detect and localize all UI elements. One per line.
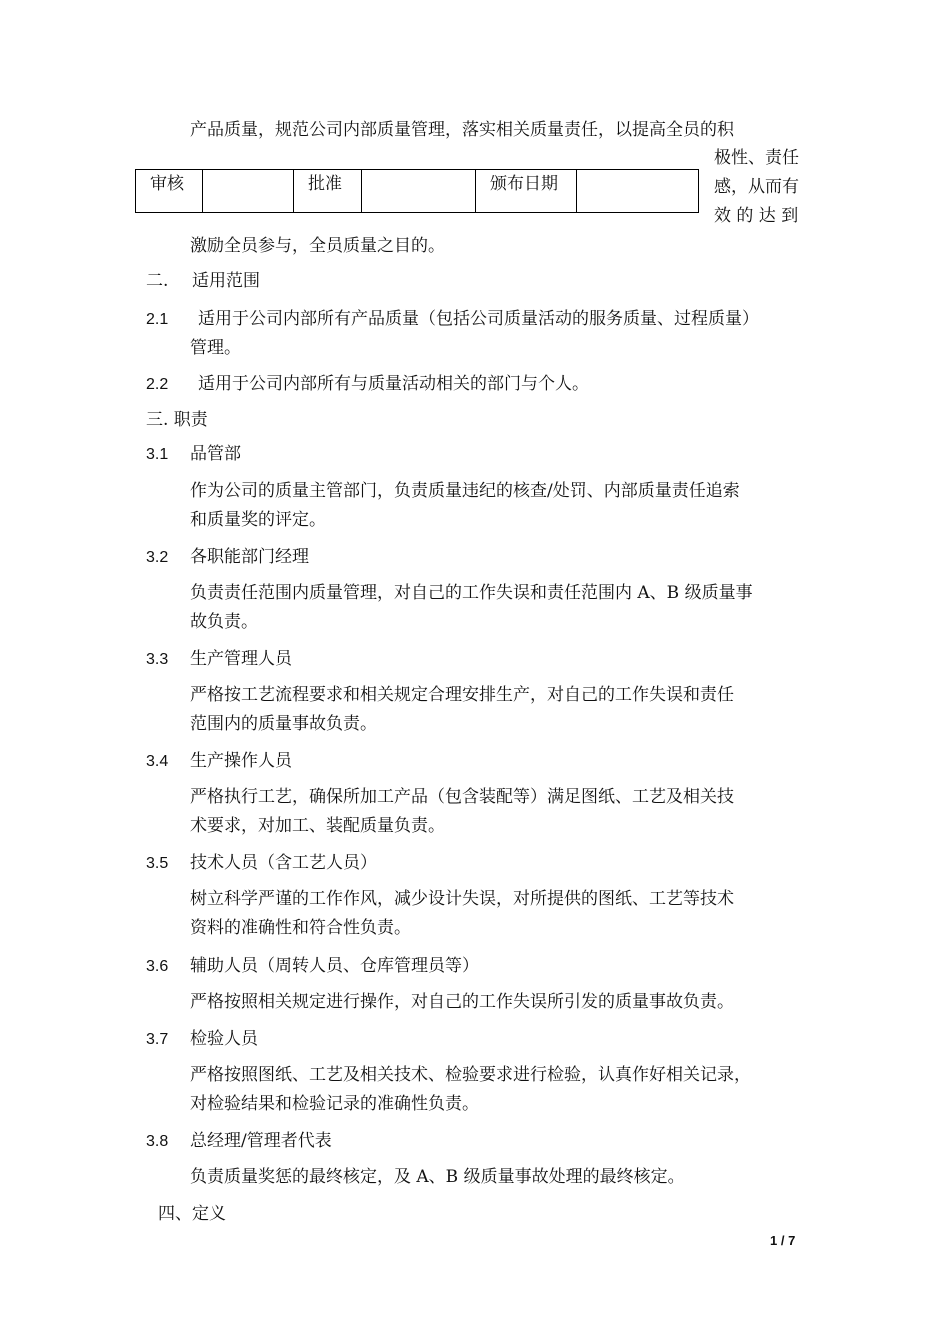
duty-description: 严格按照图纸、工艺及相关技术、检验要求进行检验，认真作好相关记录， bbox=[190, 1065, 751, 1085]
intro-wrap-1: 极性、责任 bbox=[714, 148, 799, 168]
duty-description-cont: 术要求，对加工、装配质量负责。 bbox=[190, 816, 445, 836]
duty-description-cont: 故负责。 bbox=[190, 612, 258, 632]
approval-table bbox=[135, 169, 699, 213]
duty-title: 品管部 bbox=[190, 444, 241, 464]
duty-title: 生产管理人员 bbox=[190, 649, 292, 669]
page-number: 1 / 7 bbox=[770, 1233, 796, 1248]
duty-number: 3.8 bbox=[146, 1133, 169, 1150]
duty-number: 3.5 bbox=[146, 855, 169, 872]
intro-wrap-3: 效 的 达 到 bbox=[714, 206, 799, 226]
duty-description-cont: 范围内的质量事故负责。 bbox=[190, 714, 377, 734]
scope-item-text: 适用于公司内部所有与质量活动相关的部门与个人。 bbox=[198, 374, 589, 394]
date-label-cell: 颁布日期 bbox=[476, 170, 577, 213]
duty-number: 3.6 bbox=[146, 958, 169, 975]
scope-heading: 适用范围 bbox=[192, 271, 260, 291]
intro-wrap-2: 感，从而有 bbox=[714, 177, 799, 197]
duty-description: 严格按照相关规定进行操作，对自己的工作失误所引发的质量事故负责。 bbox=[190, 992, 734, 1012]
duties-heading: 三. 职责 bbox=[146, 410, 208, 430]
duty-description-cont: 对检验结果和检验记录的准确性负责。 bbox=[190, 1094, 479, 1114]
duty-number: 3.7 bbox=[146, 1031, 169, 1048]
duty-number: 3.2 bbox=[146, 549, 169, 566]
review-label-cell: 审核 bbox=[136, 170, 203, 213]
scope-item-number: 2.1 bbox=[146, 311, 169, 328]
duty-description: 严格执行工艺，确保所加工产品（包含装配等）满足图纸、工艺及相关技 bbox=[190, 787, 734, 807]
approve-value-cell bbox=[362, 170, 476, 213]
duty-title: 各职能部门经理 bbox=[190, 547, 309, 567]
scope-item-number: 2.2 bbox=[146, 376, 169, 393]
intro-line-2: 激励全员参与，全员质量之目的。 bbox=[190, 236, 445, 256]
duty-description: 负责责任范围内质量管理，对自己的工作失误和责任范围内 A、B 级质量事 bbox=[190, 583, 753, 603]
duty-description-cont: 和质量奖的评定。 bbox=[190, 510, 326, 530]
scope-heading-number: 二. bbox=[146, 271, 169, 291]
duty-number: 3.1 bbox=[146, 446, 169, 463]
duty-title: 总经理/管理者代表 bbox=[190, 1131, 332, 1151]
duty-description: 树立科学严谨的工作作风，减少设计失误，对所提供的图纸、工艺等技术 bbox=[190, 889, 734, 909]
duty-number: 3.3 bbox=[146, 651, 169, 668]
duty-title: 技术人员（含工艺人员） bbox=[190, 853, 377, 873]
approve-label-cell: 批准 bbox=[294, 170, 362, 213]
scope-item-text: 适用于公司内部所有产品质量（包括公司质量活动的服务质量、过程质量） bbox=[198, 309, 759, 329]
duty-description: 负责质量奖惩的最终核定，及 A、B 级质量事故处理的最终核定。 bbox=[190, 1167, 685, 1187]
duty-description: 作为公司的质量主管部门，负责质量违纪的核查/处罚、内部质量责任追索 bbox=[190, 481, 740, 501]
duty-description: 严格按工艺流程要求和相关规定合理安排生产，对自己的工作失误和责任 bbox=[190, 685, 734, 705]
scope-item-text-cont: 管理。 bbox=[190, 338, 241, 358]
review-value-cell bbox=[203, 170, 294, 213]
intro-line-1: 产品质量，规范公司内部质量管理，落实相关质量责任，以提高全员的积 bbox=[190, 120, 734, 140]
duty-title: 检验人员 bbox=[190, 1029, 258, 1049]
date-value-cell bbox=[577, 170, 699, 213]
definitions-heading: 四、定义 bbox=[158, 1204, 226, 1224]
duty-description-cont: 资料的准确性和符合性负责。 bbox=[190, 918, 411, 938]
duty-number: 3.4 bbox=[146, 753, 169, 770]
duty-title: 辅助人员（周转人员、仓库管理员等） bbox=[190, 956, 479, 976]
duty-title: 生产操作人员 bbox=[190, 751, 292, 771]
